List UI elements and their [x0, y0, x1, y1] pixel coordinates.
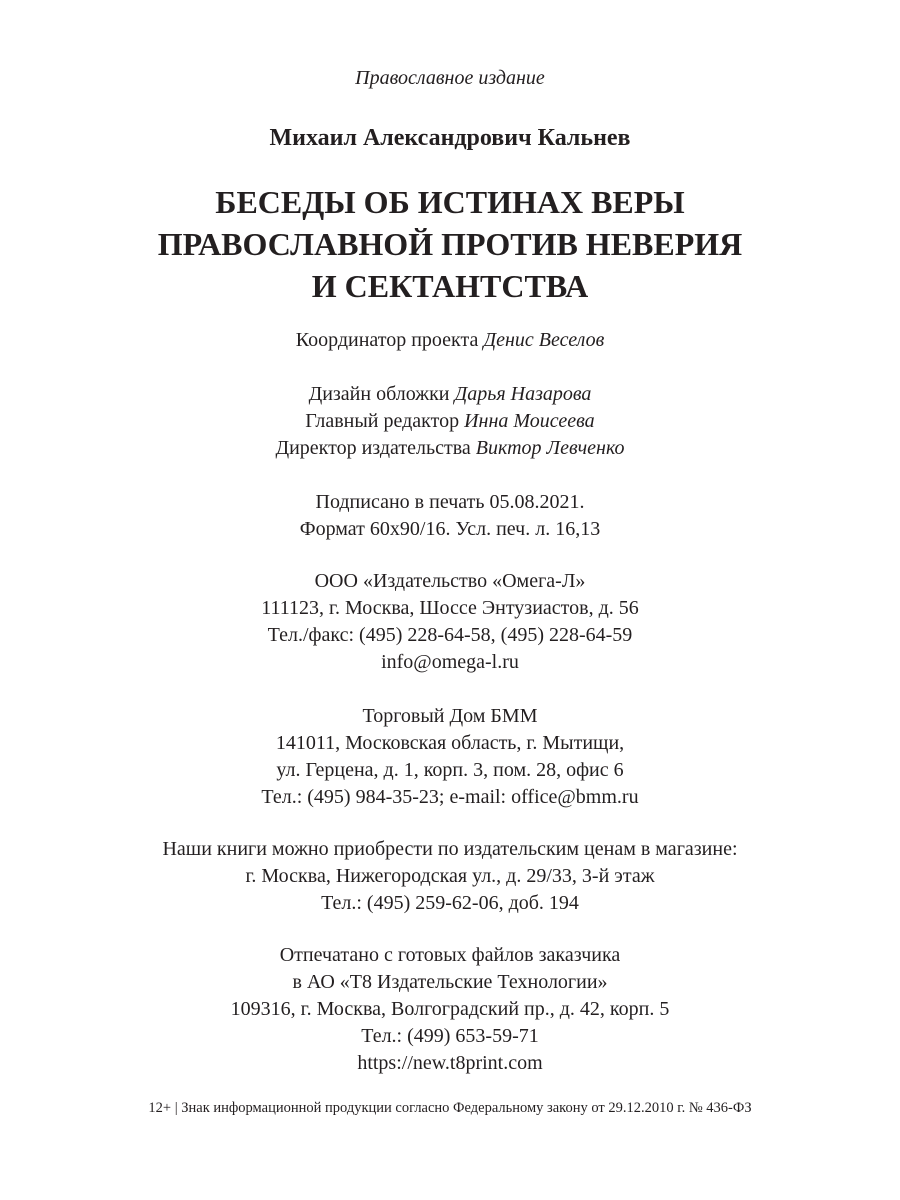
- publisher-address: 111123, г. Москва, Шоссе Энтузиастов, д. 56: [261, 597, 639, 619]
- credit-role: Директор издательства: [275, 437, 471, 459]
- store-address: г. Москва, Нижегородская ул., д. 29/33, 3-й этаж: [245, 865, 655, 887]
- store-intro: Наши книги можно приобрести по издательским ценам в магазине:: [162, 838, 738, 860]
- publisher-name: ООО «Издательство «Омега-Л»: [314, 570, 586, 592]
- credit-chief-editor: [0, 408, 900, 434]
- credit-person: Денис Веселов: [483, 329, 605, 351]
- print-signed-date: Подписано в печать 05.08.2021.: [315, 491, 585, 513]
- trade-house-name: Торговый Дом БММ: [362, 705, 538, 727]
- credit-role: Дизайн обложки: [308, 383, 450, 405]
- printer-line-2: в АО «Т8 Издательские Технологии»: [292, 971, 608, 993]
- credit-role: Главный редактор: [305, 410, 460, 432]
- series-label: Православное издание: [355, 67, 545, 89]
- store-phone: Тел.: (495) 259-62-06, доб. 194: [321, 892, 579, 914]
- credit-role: Координатор проекта: [295, 329, 479, 351]
- credit-person: Виктор Левченко: [475, 437, 625, 459]
- author-name: Михаил Александрович Кальнев: [269, 125, 631, 151]
- print-format: Формат 60х90/16. Усл. печ. л. 16,13: [299, 518, 601, 540]
- book-title-line-2: ПРАВОСЛАВНОЙ ПРОТИВ НЕВЕРИЯ: [157, 226, 743, 262]
- trade-house-contact: Тел.: (495) 984-35-23; e-mail: office@bmm.ru: [261, 786, 639, 808]
- trade-house-address-1: 141011, Московская область, г. Мытищи,: [275, 732, 625, 754]
- credit-coordinator: [0, 327, 900, 353]
- age-rating-footer: 12+ | Знак информационной продукции согласно Федеральному закону от 29.12.2010 г. № 436-ФЗ: [148, 1100, 752, 1116]
- credit-person: Дарья Назарова: [454, 383, 592, 405]
- credit-person: Инна Моисеева: [464, 410, 595, 432]
- publisher-phone: Тел./факс: (495) 228-64-58, (495) 228-64-59: [267, 624, 633, 646]
- trade-house-address-2: ул. Герцена, д. 1, корп. 3, пом. 28, офис 6: [276, 759, 624, 781]
- book-title-line-3: И СЕКТАНТСТВА: [311, 268, 589, 304]
- credit-director: [0, 435, 900, 461]
- printer-phone: Тел.: (499) 653-59-71: [361, 1025, 539, 1047]
- printer-address: 109316, г. Москва, Волгоградский пр., д. 42, корп. 5: [230, 998, 670, 1020]
- printer-url: https://new.t8print.com: [357, 1052, 543, 1074]
- credit-cover-design: [0, 381, 900, 407]
- printer-line-1: Отпечатано с готовых файлов заказчика: [279, 944, 621, 966]
- publisher-email: info@omega-l.ru: [381, 651, 519, 673]
- book-title-line-1: БЕСЕДЫ ОБ ИСТИНАХ ВЕРЫ: [215, 184, 685, 220]
